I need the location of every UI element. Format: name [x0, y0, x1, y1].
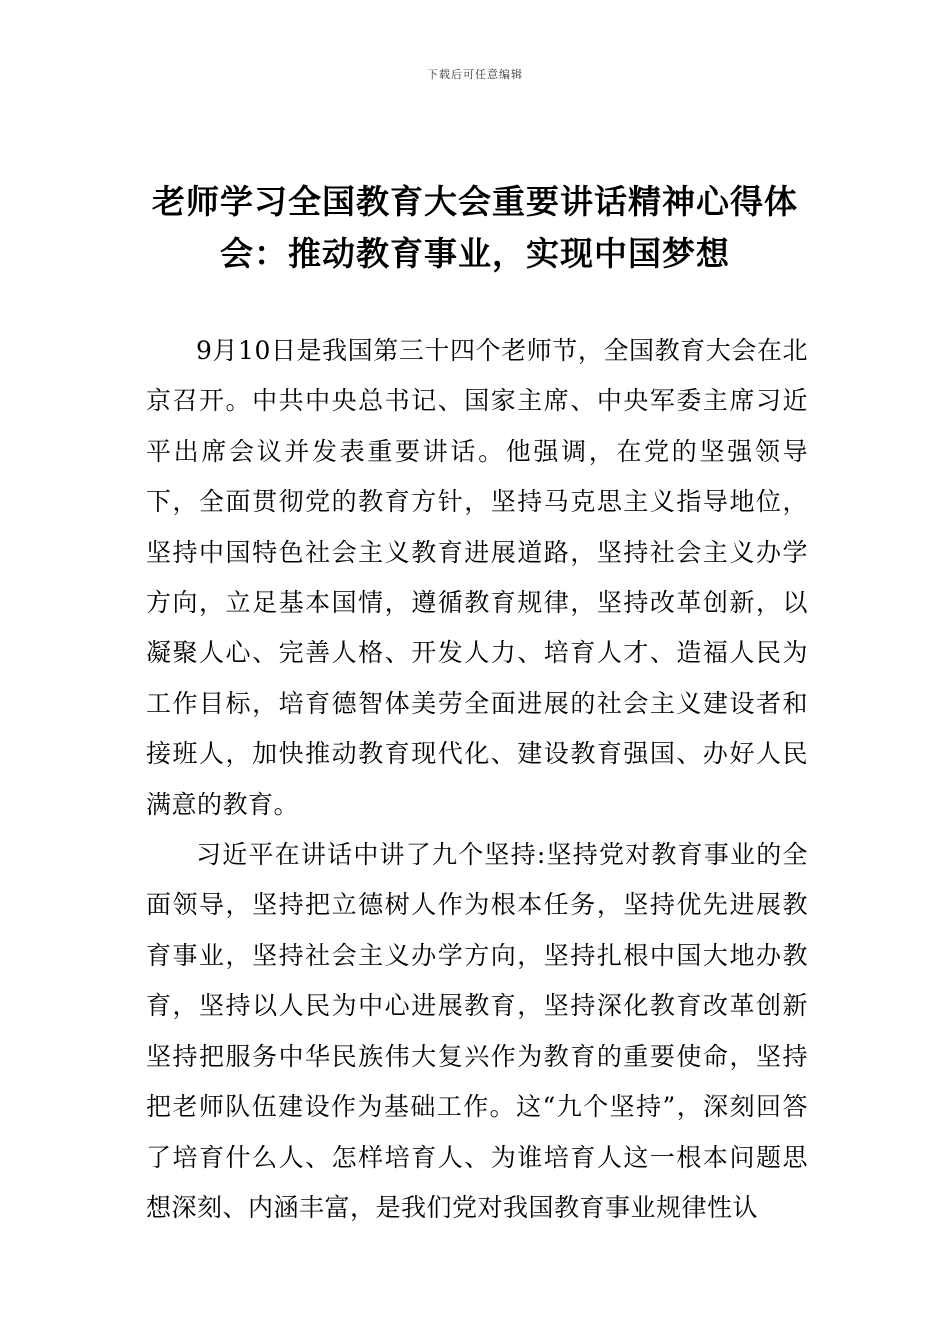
paragraph-2: 习近平在讲话中讲了九个坚持:坚持党对教育事业的全面领导，坚持把立德树人作为根本任务，坚持优先进展教育事业，坚持社会主义办学方向，坚持扎根中国大地办教育，坚持以人民为中心进展教育，坚持深化教育改革创新坚持把服务中华民族伟大复兴作为教育的重要使命，坚持把老师队伍建设作为基础工作。这“九个坚持”，深刻回答了培育什么人、怎样培育人、为谁培育人这一根本问题思想深刻、内涵丰富，是我们党对我国教育事业规律性认 [146, 840, 808, 1222]
header-note: 下载后可任意编辑 [427, 68, 523, 81]
paragraph-1: 9月10日是我国第三十四个老师节，全国教育大会在北京召开。中共中央总书记、国家主席、中央军委主席习近平出席会议并发表重要讲话。他强调，在党的坚强领导下，全面贯彻党的教育方针，坚持马克思主义指导地位，坚持中国特色社会主义教育进展道路，坚持社会主义办学方向，立足基本国情，遵循教育规律，坚持改革创新，以凝聚人心、完善人格、开发人力、培育人才、造福人民为工作目标，培育德智体美劳全面进展的社会主义建设者和接班人，加快推动教育现代化、建设教育强国、办好人民满意的教育。 [146, 336, 808, 819]
document-body [146, 326, 808, 1233]
document-title: 老师学习全国教育大会重要讲话精神心得体会：推动教育事业，实现中国梦想 [152, 182, 798, 273]
